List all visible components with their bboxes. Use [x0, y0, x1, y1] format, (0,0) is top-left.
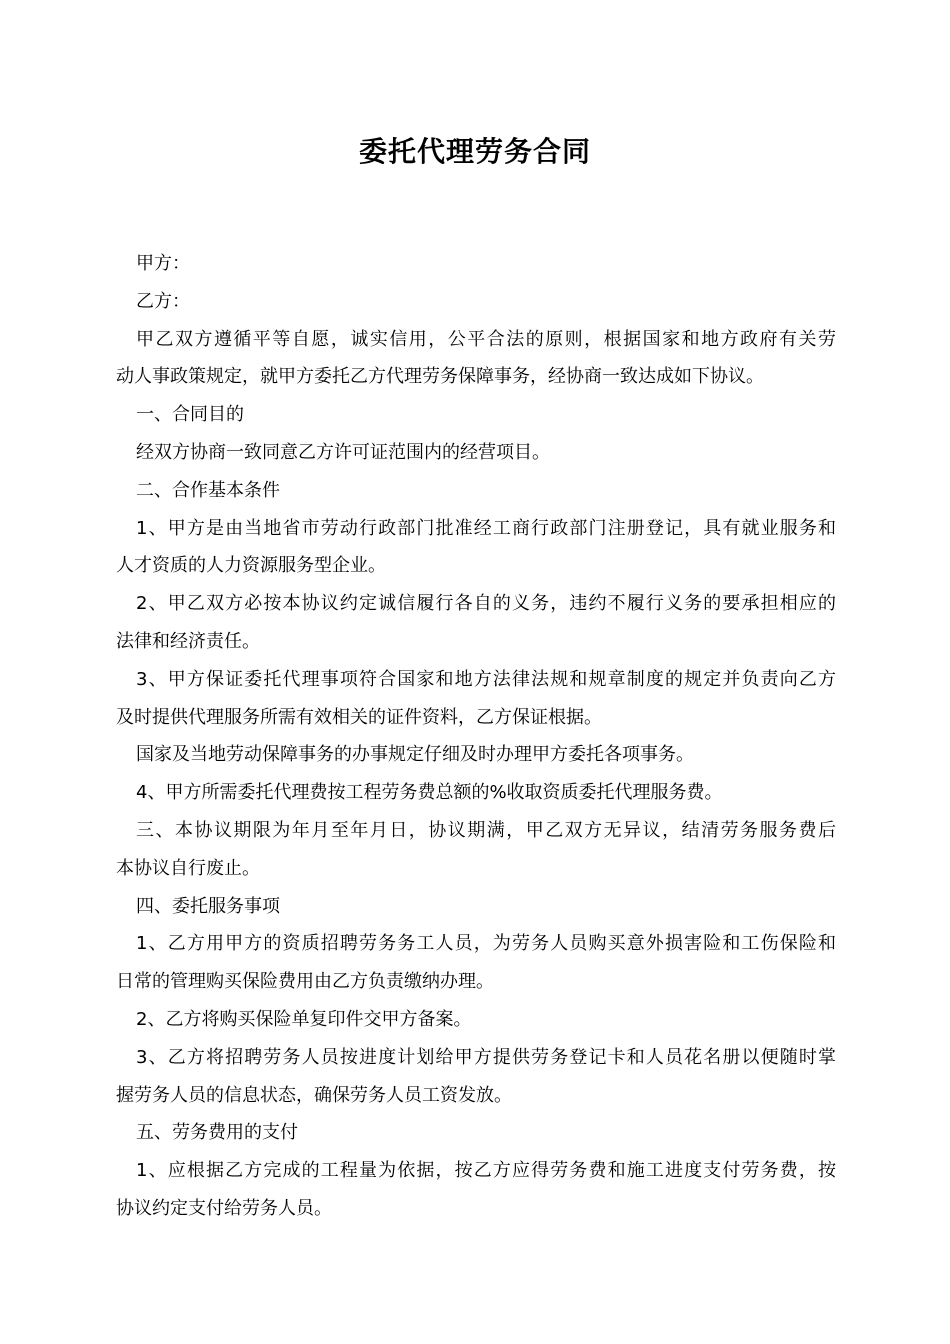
clause-2-3-line-3: 国家及当地劳动保障事务的办事规定仔细及时办理甲方委托各项事务。 [136, 744, 694, 766]
section-1-text: 经双方协商一致同意乙方许可证范围内的经营项目。 [136, 441, 550, 463]
clause-4-2: 2、乙方将购买保险单复印件交甲方备案。 [136, 1008, 472, 1030]
clause-4-3-line-1: 3、乙方将招聘劳务人员按进度计划给甲方提供劳务登记卡和人员花名册以便随时掌 [136, 1046, 836, 1068]
preamble-line-1: 甲乙双方遵循平等自愿，诚实信用，公平合法的原则，根据国家和地方政府有关劳 [136, 328, 836, 350]
clause-2-1-line-1: 1、甲方是由当地省市劳动行政部门批准经工商行政部门注册登记，具有就业服务和 [136, 517, 836, 539]
clause-2-2-line-2: 法律和经济责任。 [116, 630, 260, 652]
clause-2-4: 4、甲方所需委托代理费按工程劳务费总额的%收取资质委托代理服务费。 [136, 782, 723, 804]
section-3-line-2: 本协议自行废止。 [116, 857, 260, 879]
party-a-line: 甲方： [136, 253, 190, 274]
section-heading-5: 五、劳务费用的支付 [136, 1122, 298, 1144]
clause-5-1-line-1: 1、应根据乙方完成的工程量为依据，按乙方应得劳务费和施工进度支付劳务费，按 [136, 1160, 836, 1182]
section-heading-2: 二、合作基本条件 [136, 479, 280, 501]
document-body [116, 245, 836, 1228]
clause-2-3-line-2: 及时提供代理服务所需有效相关的证件资料，乙方保证根据。 [116, 706, 602, 728]
clause-2-1-line-2: 人才资质的人力资源服务型企业。 [116, 555, 386, 577]
clause-2-3-line-1: 3、甲方保证委托代理事项符合国家和地方法律法规和规章制度的规定并负责向乙方 [136, 668, 836, 690]
section-3-line-1: 三、本协议期限为年月至年月日，协议期满，甲乙双方无异议，结清劳务服务费后 [136, 819, 836, 841]
clause-5-1-line-2: 协议约定支付给劳务人员。 [116, 1197, 332, 1219]
clause-4-1-line-1: 1、乙方用甲方的资质招聘劳务务工人员，为劳务人员购买意外损害险和工伤保险和 [136, 933, 836, 955]
section-heading-4: 四、委托服务事项 [136, 895, 280, 917]
document-title: 委托代理劳务合同 [358, 135, 591, 168]
preamble-line-2: 动人事政策规定，就甲方委托乙方代理劳务保障事务，经协商一致达成如下协议。 [116, 366, 764, 388]
party-b-line: 乙方： [136, 290, 190, 312]
section-heading-1: 一、合同目的 [136, 404, 244, 426]
clause-4-3-line-2: 握劳务人员的信息状态，确保劳务人员工资发放。 [116, 1084, 512, 1106]
clause-4-1-line-2: 日常的管理购买保险费用由乙方负责缴纳办理。 [116, 971, 494, 993]
clause-2-2-line-1: 2、甲乙双方必按本协议约定诚信履行各自的义务，违约不履行义务的要承担相应的 [136, 593, 836, 615]
